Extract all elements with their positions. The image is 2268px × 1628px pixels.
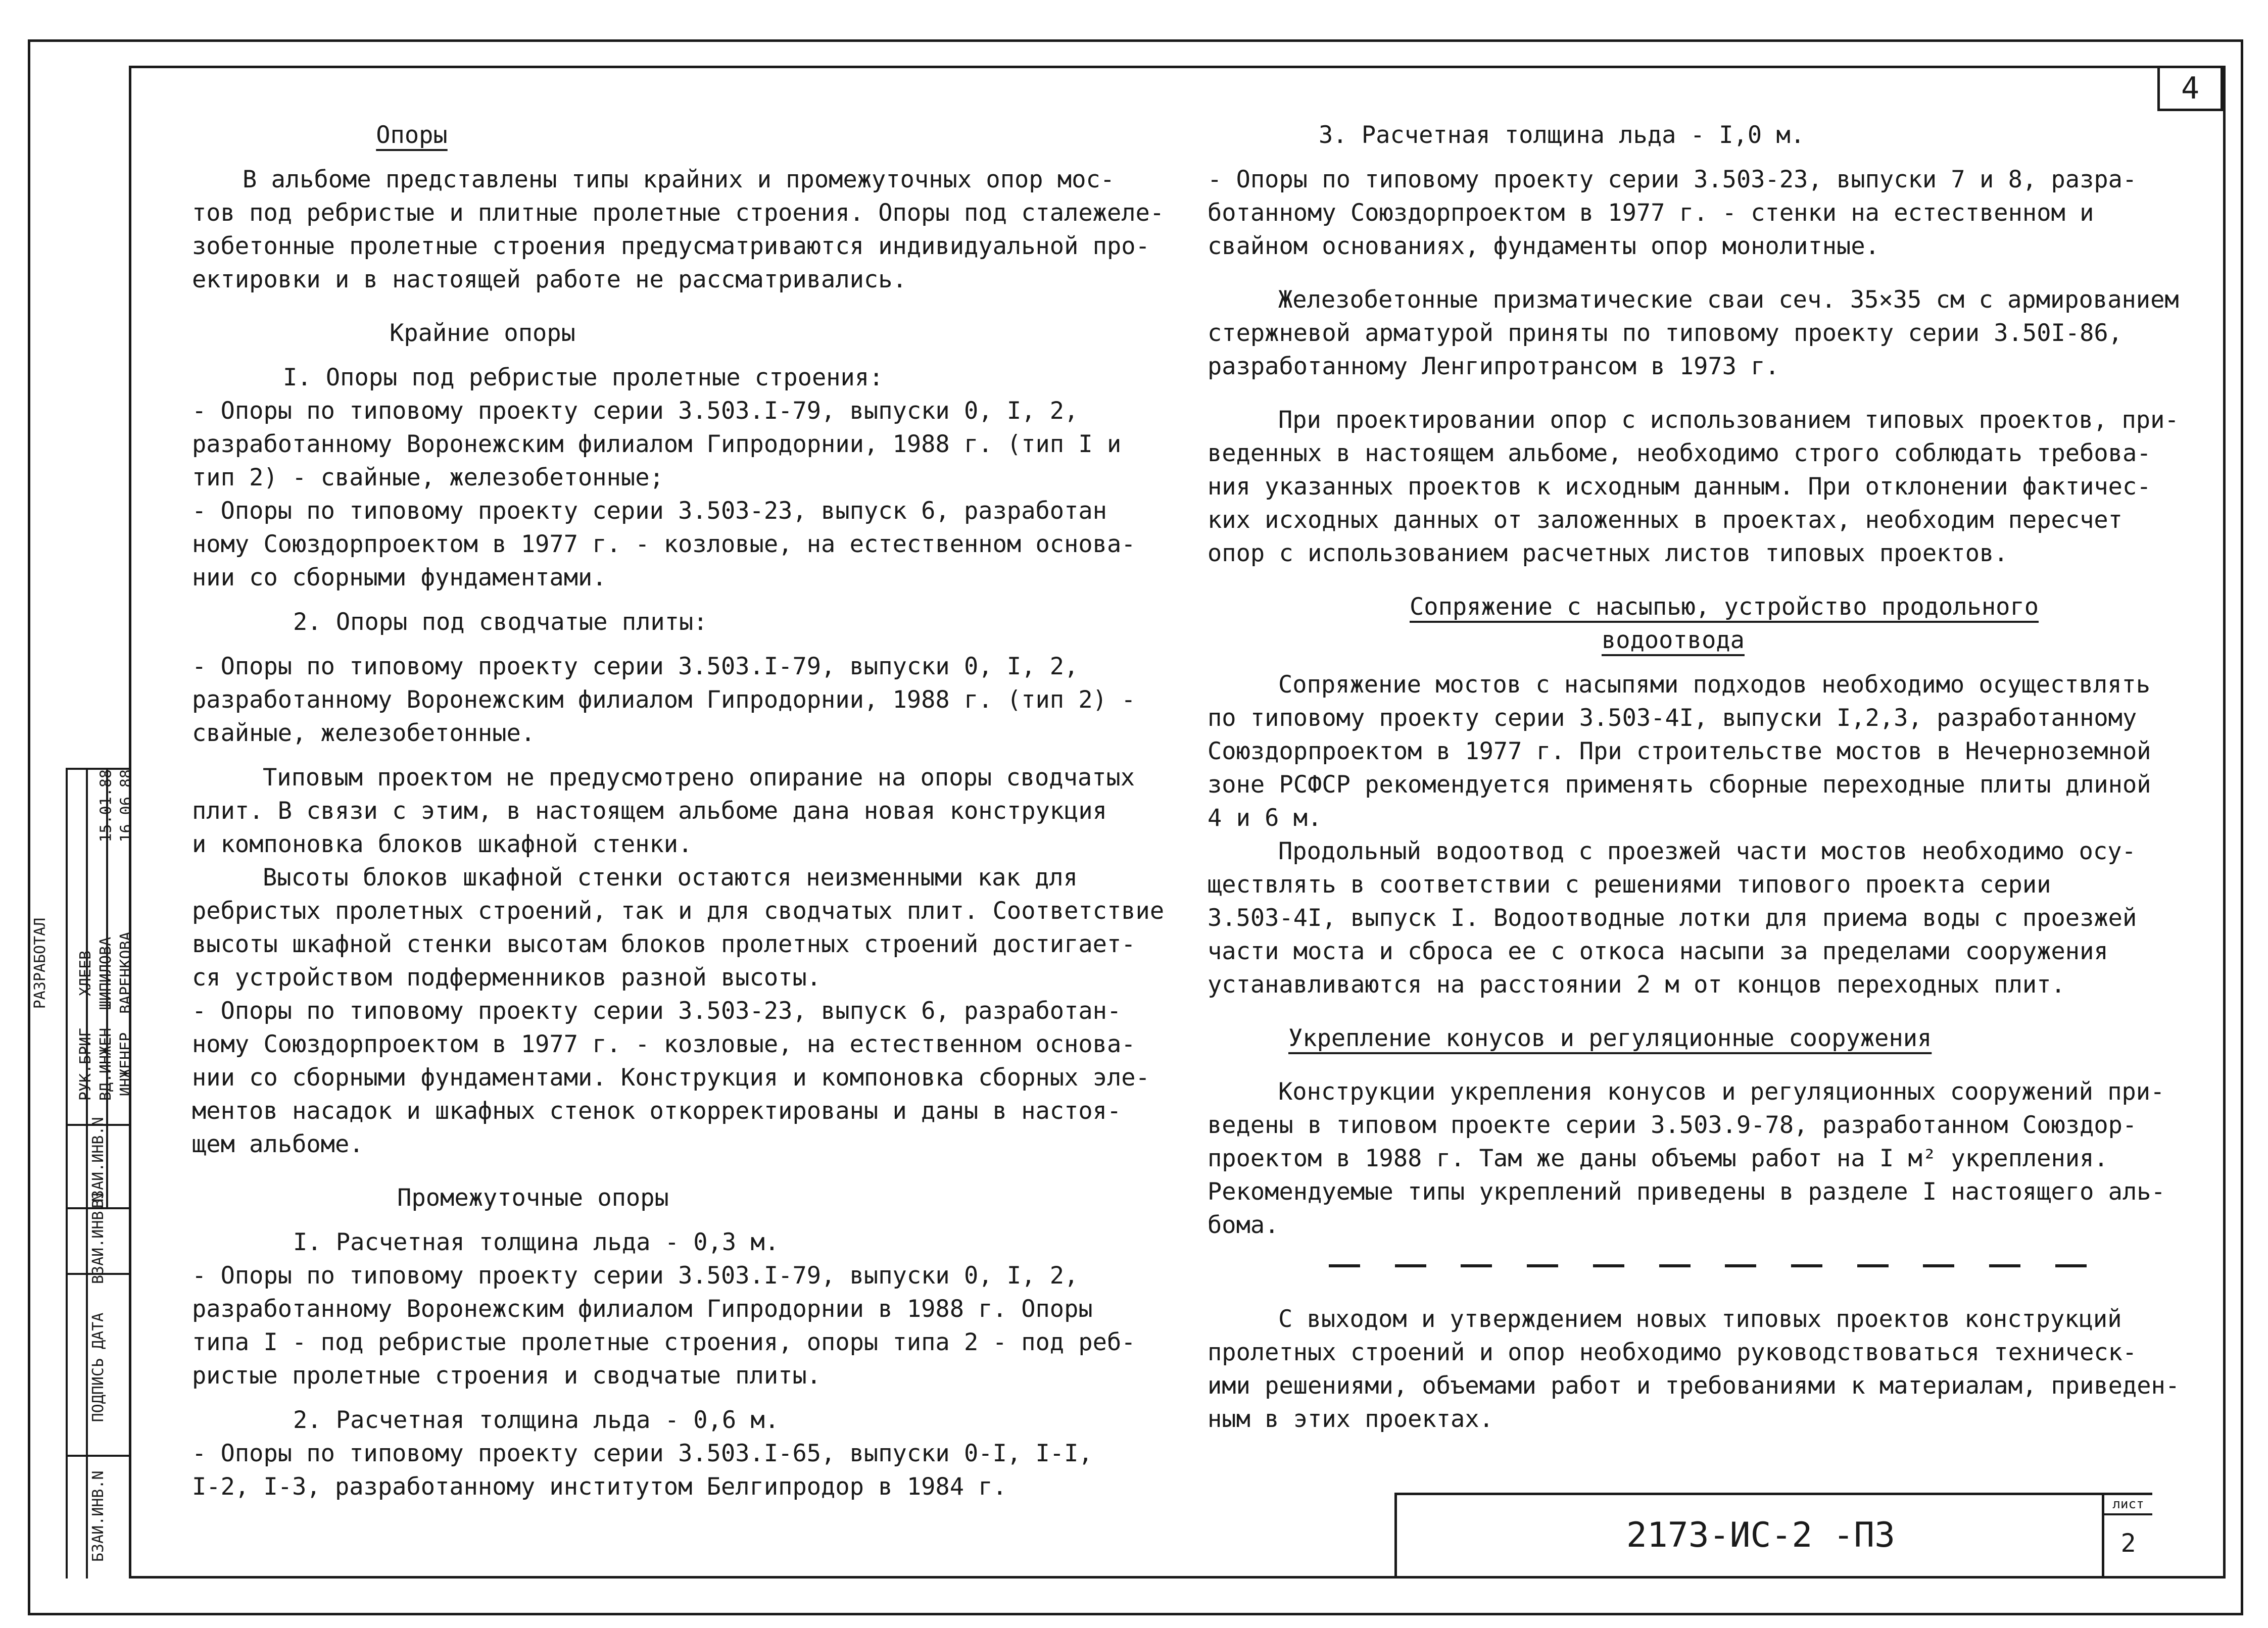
- item2-line: - Опоры по типовому проекту серии 3.503.I-79, выпуски 0, I, 2,: [192, 653, 1079, 680]
- ice2-title: 2. Расчетная толщина льда - 0,6 м.: [293, 1406, 780, 1434]
- heading-cones: Укрепление конусов и регуляционные сооружения: [1288, 1024, 1932, 1052]
- embankment-line: по типовому проекту серии 3.503-4I, выпуски I,2,3, разработанному: [1208, 704, 2137, 732]
- right-column: [1208, 119, 2180, 1436]
- drainage-line: части моста и сброса ее с откоса насыпи за пределами сооружения: [1208, 938, 2108, 965]
- embankment-line: Союздорпроектом в 1977 г. При строительстве мостов в Нечерноземной: [1208, 737, 2151, 765]
- sheet-number: 2: [2120, 1528, 2136, 1558]
- ice1-line: - Опоры по типовому проекту серии 3.503.I-79, выпуски 0, I, 2,: [192, 1262, 1079, 1290]
- side-name-3: ВАРЕНКОВА: [117, 931, 135, 1014]
- item2-line: щем альбоме.: [192, 1130, 364, 1158]
- drainage-line: Продольный водоотвод с проезжей части мостов необходимо осу-: [1278, 837, 2136, 865]
- item1-line: разработанному Воронежским филиалом Гипродорнии, 1988 г. (тип I и: [192, 430, 1122, 458]
- heading-end-supports: Крайние опоры: [390, 319, 575, 347]
- design-note-line: опор с использованием расчетных листов типовых проектов.: [1208, 539, 2008, 567]
- item2-line: разработанному Воронежским филиалом Гипродорнии, 1988 г. (тип 2) -: [192, 686, 1136, 714]
- embankment-line: Сопряжение мостов с насыпями подходов необходимо осуществлять: [1278, 671, 2151, 699]
- side-name-1: ХЛЕЕВ: [77, 950, 94, 997]
- item2-line: и компоновка блоков шкафной стенки.: [192, 830, 693, 858]
- item2-line: свайные, железобетонные.: [192, 719, 536, 747]
- document-code: 2173-ИС-2 -ПЗ: [1626, 1515, 1896, 1555]
- item2-line: ребристых пролетных строений, так и для сводчатых плит. Соответствие: [192, 897, 1165, 925]
- side-date-1: 15.01.88: [97, 769, 115, 843]
- side-role-3: ИНЖЕНЕР: [117, 1032, 135, 1097]
- cones-line: Конструкции укрепления конусов и регуляционных сооружений при-: [1278, 1078, 2165, 1106]
- ice1-line: ристые пролетные строения и сводчатые плиты.: [192, 1362, 822, 1390]
- item2-line: - Опоры по типовому проекту серии 3.503-23, выпуск 6, разработан-: [192, 997, 1122, 1025]
- heading-embankment: Сопряжение с насыпью, устройство продольного: [1410, 593, 2039, 621]
- side-date-2: 16.06.88: [117, 769, 135, 843]
- side-field-1: ВЗАИ.ИНВ.N: [89, 1117, 107, 1208]
- cones-line: Рекомендуемые типы укреплений приведены в разделе I настоящего аль-: [1208, 1178, 2165, 1206]
- final-note-line: С выходом и утверждением новых типовых проектов конструкций: [1278, 1305, 2122, 1333]
- item2-line: ся устройством подферменников разной высоты.: [192, 964, 822, 992]
- side-strip-divider: [66, 1455, 129, 1457]
- side-field-3: ВЗАИ.ИНВ.N: [89, 1193, 107, 1284]
- design-note-line: При проектировании опор с использованием типовых проектов, при-: [1278, 406, 2179, 434]
- ice3-line: ботанному Союздорпроектом в 1977 г. - стенки на естественном и: [1208, 199, 2094, 227]
- final-note-line: пролетных строений и опор необходимо руководствоваться техническ-: [1208, 1339, 2137, 1366]
- item2-line: ментов насадок и шкафных стенок откорректированы и даны в настоя-: [192, 1097, 1122, 1125]
- heading-supports: Опоры: [376, 121, 448, 149]
- ice3-line: - Опоры по типовому проекту серии 3.503-23, выпуски 7 и 8, разра-: [1208, 166, 2137, 193]
- ice1-line: разработанному Воронежским филиалом Гипродорнии в 1988 г. Опоры: [192, 1295, 1093, 1323]
- item1-line: нии со сборными фундаментами.: [192, 564, 607, 591]
- item1-line: тип 2) - свайные, железобетонные;: [192, 464, 664, 491]
- embankment-line: 4 и 6 м.: [1208, 804, 1322, 832]
- final-note-line: ими решениями, объемами работ и требованиями к материалам, приведен-: [1208, 1372, 2180, 1400]
- side-strip-line: [86, 768, 88, 1578]
- item2-title: 2. Опоры под сводчатые плиты:: [293, 608, 708, 636]
- ice2-line: - Опоры по типовому проекту серии 3.503.I-65, выпуски 0-I, I-I,: [192, 1440, 1093, 1467]
- drainage-line: устанавливаются на расстоянии 2 м от концов переходных плит.: [1208, 971, 2065, 999]
- item1-line: ному Союздорпроектом в 1977 г. - козловые, на естественном основа-: [192, 530, 1136, 558]
- dash-separator: [1329, 1264, 2087, 1267]
- side-strip-line: [66, 768, 68, 1578]
- cones-line: бома.: [1208, 1211, 1279, 1239]
- design-note-line: ния указанных проектов к исходным данным. При отклонении фактичес-: [1208, 473, 2151, 501]
- page-number-box: 4: [2157, 66, 2223, 111]
- intro-line: ектировки и в настоящей работе не рассматривались.: [192, 266, 907, 293]
- item1-line: - Опоры по типовому проекту серии 3.503.I-79, выпуски 0, I, 2,: [192, 397, 1079, 425]
- design-note-line: веденных в настоящем альбоме, необходимо строго соблюдать требова-: [1208, 439, 2151, 467]
- design-note-line: ких исходных данных от заложенных в проектах, необходим пересчет: [1208, 506, 2122, 534]
- sheet-number-cell: [2102, 1495, 2152, 1576]
- intro-line: зобетонные пролетные строения предусматриваются индивидуальной про-: [192, 232, 1150, 260]
- sheet-label: лист: [2104, 1495, 2152, 1515]
- drainage-line: ществлять в соответствии с решениями типового проекта серии: [1208, 871, 2051, 899]
- item1-line: - Опоры по типовому проекту серии 3.503-23, выпуск 6, разработан: [192, 497, 1107, 525]
- side-role-1: РУК.БРИГ: [77, 1027, 94, 1101]
- side-name-2: ШИПИЛОВА: [97, 936, 115, 1010]
- embankment-line: зоне РСФСР рекомендуется применять сборные переходные плиты длиной: [1208, 771, 2151, 799]
- drainage-line: 3.503-4I, выпуск I. Водоотводные лотки для приема воды с проезжей: [1208, 904, 2137, 932]
- side-developed-label: РАЗРАБОТАЛ: [31, 917, 49, 1009]
- ice1-title: I. Расчетная толщина льда - 0,3 м.: [293, 1228, 780, 1256]
- item2-line: Типовым проектом не предусмотрено опирание на опоры сводчатых: [263, 764, 1135, 792]
- left-column: [192, 119, 1165, 1504]
- side-role-2: ВД.ИНЖЕН: [97, 1027, 115, 1101]
- ice1-line: типа I - под ребристые пролетные строения, опоры типа 2 - под реб-: [192, 1328, 1136, 1356]
- heading-intermediate-supports: Промежуточные опоры: [397, 1184, 669, 1212]
- item2-line: Высоты блоков шкафной стенки остаются неизменными как для: [263, 864, 1078, 892]
- cones-line: проектом в 1988 г. Там же даны объемы работ на I м² укрепления.: [1208, 1145, 2108, 1172]
- ice2-line: I-2, I-3, разработанному институтом Белгипродор в 1984 г.: [192, 1473, 1007, 1501]
- intro-line: В альбоме представлены типы крайних и промежуточных опор мос-: [243, 166, 1115, 193]
- item2-line: ному Союздорпроектом в 1977 г. - козловые, на естественном основа-: [192, 1030, 1136, 1058]
- cones-line: ведены в типовом проекте серии 3.503.9-78, разработанном Союздор-: [1208, 1111, 2137, 1139]
- side-field-4: БЗАИ.ИНВ.N: [89, 1470, 107, 1562]
- title-block: [1394, 1493, 2152, 1576]
- item2-line: нии со сборными фундаментами. Конструкция и компоновка сборных эле-: [192, 1064, 1150, 1092]
- side-field-2: ПОДПИСЬ ДАТА: [89, 1312, 107, 1422]
- ice3-line: свайном основаниях, фундаменты опор монолитные.: [1208, 232, 1879, 260]
- intro-line: тов под ребристые и плитные пролетные строения. Опоры под сталежеле-: [192, 199, 1165, 227]
- item1-title: I. Опоры под ребристые пролетные строения:: [283, 364, 884, 391]
- piles-line: стержневой арматурой приняты по типовому проекту серии 3.50I-86,: [1208, 319, 2122, 347]
- piles-line: разработанному Ленгипротрансом в 1973 г.: [1208, 353, 1779, 380]
- heading-embankment-cont: водоотвода: [1602, 626, 1745, 654]
- final-note-line: ным в этих проектах.: [1208, 1405, 1493, 1433]
- piles-line: Железобетонные призматические сваи сеч. 35×35 см с армированием: [1278, 286, 2179, 314]
- item2-line: плит. В связи с этим, в настоящем альбоме дана новая конструкция: [192, 797, 1107, 825]
- ice3-title: 3. Расчетная толщина льда - I,0 м.: [1319, 121, 1805, 149]
- item2-line: высоты шкафной стенки высотам блоков пролетных строений достигает-: [192, 930, 1136, 958]
